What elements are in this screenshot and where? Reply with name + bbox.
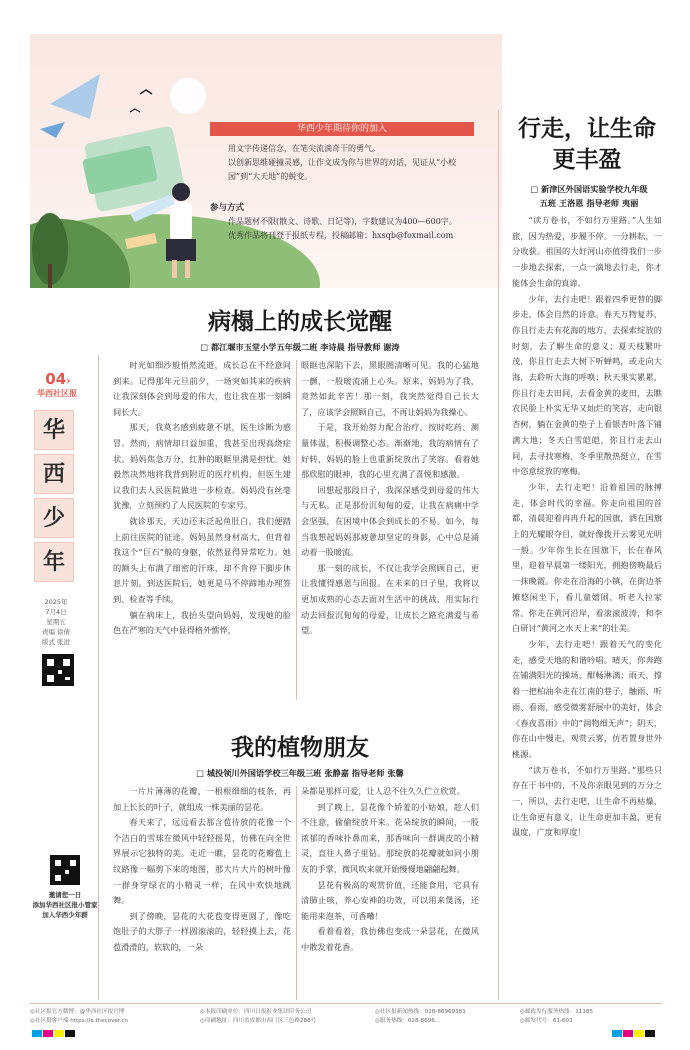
- page-number: [36, 370, 80, 388]
- paragraph: 那天，我莫名感到疲惫不堪，医生诊断为感冒。然而，病情却日益加重，我甚至出现高烧症状。妈妈焦急万分，红肿的眼眶里满是担忧。她毅然决然地将我背到附近的医疗机构，但医生建议我们去人民医院做进一步检查。妈妈没有丝毫犹豫，立刻预约了人民医院的专家号。: [113, 422, 291, 511]
- paragraph: 少年，去行走吧！跟着四季更替的脚步走，体会自然的诗意。春天万物复苏，你且行走去有花海的地方，去探索绽放的时刻，去了解生命的意义；夏天枝繁叶茂，你且行走去大树下听蝉鸣，或走向大海，去聆听大海的呼唤；秋天果实累累，你且行走去田间，去看金黄的麦田，去瞧农民脸上朴实无华又灿烂的笑容，走向银杏树，躺在金黄的垫子上看银杏叶落下铺满大地；冬天白雪皑皑，你且行走去山间，去寻找寒梅，冬季里散热挺立，在雪中恣意绽放的寒梅。: [512, 293, 662, 477]
- article2-col1: [113, 784, 291, 956]
- paragraph: 昙花有极高的观赏价值，还能食用，它具有清肺止咳，养心安神的功效，可以用来煲汤，还能用来泡茶，可香嘞！: [301, 879, 479, 921]
- method-heading: 参与方式: [210, 203, 245, 213]
- paragraph: 回想起那段日子，我深深感受到母爱的伟大与无私。正是那份沉甸甸的爱，让我在病痛中学会坚强，在困境中体会到成长的不易。如今，每当我想起妈妈那疲惫却坚定的身影，心中总是涌动着一股暖流。: [301, 484, 479, 558]
- article3-author-line: 五班 王洛恩 指导老师 夷丽: [539, 198, 639, 208]
- issue-info: [30, 597, 82, 647]
- article1-col1: [113, 358, 291, 639]
- article3-body: [512, 213, 662, 841]
- footer-line: ◎印刷地址：四川省成都市西门区三色路288号: [200, 1018, 317, 1024]
- banner-intro-line: 以创新思维碰撞灵感，让作文成为你与世界的对话，见证从“小校园”到“大天地”的蜕变。: [228, 158, 457, 181]
- paragraph: 到了傍晚，昙花的大花苞变得更圆了，像吃饱肚子的大胖子一样圆滚滚的，轻轻摸上去，花苞滑滑的，软软的，一朵: [113, 910, 291, 952]
- invite-title: 华西少年期待你的加入: [210, 122, 474, 136]
- color-mark: [623, 1030, 633, 1037]
- qr-caption-line: 加入华西少年群: [42, 911, 88, 919]
- article3-title: [504, 114, 670, 176]
- article3-author-line: □ 新津区外国语实验学校九年级: [530, 184, 648, 194]
- qr-caption-line: 添加华西社区报小管家: [32, 901, 98, 909]
- column-divider: [296, 786, 297, 1000]
- column-divider: [296, 360, 297, 700]
- paragraph: 少年，去行走吧！跟着天气的变化走，感受天地的和谐吟唱。晴天，你奔跑在铺满阳光的操场，酣畅淋漓；雨天，撑着一把柏油伞走在江南的巷子，触雨、听雨、看雨，感受微雾舒展中的美好，体会《春夜喜雨》中的“润物细无声”；阴天，你在山中慢走，观赏云雾，仿若置身世外桃源。: [512, 638, 662, 759]
- paragraph: 到了晚上，昙花像个娇羞的小姑娘，趁人们不注意，偷偷绽放开来。花朵绽放的瞬间，一股浓郁的香味扑鼻而来，那香味向一群调皮的小精灵，直往人鼻子里钻。那绽放的花瓣就如同小朋友的手掌，微风吹来就开始慢慢地翩翩起舞。: [301, 801, 479, 874]
- qr-caption-line: 邀请您一日: [48, 891, 82, 899]
- issue-date: 2025年: [44, 598, 68, 606]
- issue-weekday: 星期五: [46, 618, 66, 626]
- column-char: 年: [34, 542, 74, 582]
- article2-col2: [301, 784, 479, 956]
- article3-title-line: 行走，让生命: [518, 116, 656, 142]
- color-mark: [43, 1030, 53, 1037]
- page-number-value: 04: [45, 370, 67, 388]
- section-name: 华西社区报: [37, 389, 77, 398]
- method-line: 作品题材不限(散文、诗歌、日记等)，字数建议为400—600字。: [228, 217, 457, 226]
- method-text: [228, 215, 478, 243]
- color-mark: [54, 1030, 64, 1037]
- footer-col: [200, 1008, 365, 1026]
- qr-caption: [30, 890, 100, 920]
- paragraph: 少年，去行走吧！沿着祖国的脉搏走，体会时代的幸福。你走向祖国的首都，清晨迎着冉冉升起的国旗，洒在国旗上的光耀眼夺目，就好像拨开云雾见光明一般。少年你生长在国旗下，长在春风里，迎着早晨第一缕阳光，拥抱傍晚最后一抹晚霞。你走在沿海的小镇，在街边茶摊悠闲坐下，看儿童嬉闹，听老人拉家常。你走在黄河沿岸，看滚滚波涛，和李白研讨“黄河之水天上来”的壮美。: [512, 481, 662, 634]
- banner-intro-line: 用文字传递信念，在笔尖流淌奇干的勇气。: [228, 144, 380, 153]
- paragraph: 眼眶也深陷下去，黑眼圈清晰可见。我的心猛地一颤，一股暖流涌上心头。原来，妈妈为了我，竟然如此辛苦！那一刻，我突然觉得自己长大了，应该学会照顾自己，不再让妈妈为我操心。: [301, 360, 479, 417]
- color-mark: [645, 1030, 655, 1037]
- footer-line: ◎社区报新闻热线：028-86969381: [375, 1009, 466, 1015]
- paragraph: 时光如细沙般悄然流逝，成长总在不经意间到来。记得那年元旦前夕，一场突如其来的疾病让我深刻体会到母爱的伟大，也让我在那一刻瞬间长大。: [113, 360, 291, 417]
- article1-title: 病榻上的成长觉醒: [208, 309, 392, 335]
- banner-intro: [228, 142, 478, 184]
- issue-date2: 7月4日: [45, 608, 67, 616]
- footer-rule: [30, 1003, 662, 1004]
- method-line: 优秀作品将刊登于报纸专程，投稿邮箱：hxsqb@foxmail.com: [228, 231, 454, 240]
- issue-designer: 版式 张进: [41, 638, 71, 646]
- footer-line: ◎邮发代号：61-603: [520, 1018, 573, 1024]
- paragraph: 朵都是那样可爱，让人忍不住久久伫立欣赏。: [301, 786, 465, 796]
- article3-author: [510, 182, 668, 210]
- color-mark: [634, 1030, 644, 1037]
- article1-col2: [301, 358, 479, 639]
- footer-line: ◎服务热线：028-8696...: [375, 1018, 441, 1024]
- paragraph: 一片片薄薄的花瓣，一根根细细的枝条，再加上长长的叶子，就组成一株美丽的昙花。: [113, 786, 291, 812]
- paragraph: “读万卷书，不如行万里路。”那些只存在于书中的，不及你亲眼见到的万分之一，所以，去行走吧，让生命不再枯燥，让生命更有意义，让生命更加丰盈，更有温度，广度和厚度！: [512, 764, 662, 838]
- footer-line: ◎社区报客户端 https://e.thecover.cn: [30, 1018, 129, 1024]
- color-mark: [65, 1030, 75, 1037]
- article1-author: □ 都江堰市玉堂小学五年级二班 李诗晨 指导教师 谢涛: [200, 342, 400, 352]
- qr-code-icon: [42, 654, 74, 686]
- column-char: 西: [34, 454, 74, 494]
- paragraph: 看着看着，我仿佛也变成一朵昙花，在微风中散发着花香。: [301, 926, 479, 952]
- paragraph: “读万卷书，不如行万里路。”人生如旅，因为热爱，步履不停。一分耕耘，一分收获。祖国的大好河山亦值得我们一步一步地去探索，一点一滴地去行走，你才能体会生命的真谛。: [512, 215, 662, 288]
- footer-line: ◎本报印刷单位：四川日报报业集团印务公司: [200, 1009, 312, 1015]
- color-mark: [612, 1030, 622, 1037]
- paragraph: 那一刻的成长，不仅让我学会照顾自己，更让我懂得感恩与回报。在未来的日子里，我将以更加成熟的心态去面对生活中的挑战，用实际行动去回报沉甸甸的母爱，让成长之路充满爱与希望。: [301, 562, 479, 636]
- paragraph: 就诊那天，天边还未泛起鱼肚白，我们便踏上前往医院的征途。妈妈虽然身材高大，但背着我这个“巨石”般的身躯，依然显得异常吃力。她的额头上布满了细密的汗珠，却不肯停下脚步休息片刻。到达医院后，她更是马不停蹄地办理签到、检查等手续。: [113, 515, 291, 604]
- article2-title: 我的植物朋友: [231, 735, 369, 761]
- sidebar-divider: [98, 355, 99, 1000]
- article2-author: □ 城投领川外国语学校三年级三班 张静嘉 指导老师 张馨: [196, 768, 404, 778]
- article3-title-line: 更丰盈: [552, 147, 622, 173]
- color-mark: [32, 1030, 42, 1037]
- footer-col: [520, 1008, 660, 1026]
- column-char: 华: [34, 410, 74, 450]
- right-column-divider: [498, 110, 499, 1000]
- issue-editor: 责编 徐倩: [41, 628, 71, 636]
- paragraph: 于是，我开始努力配合治疗，按时吃药、测量体温，积极调整心态。渐渐地，我的病情有了好转，妈妈的脸上也重新绽放出了笑容。看着她那欣慰的眼神，我的心里充满了喜悦和感激。: [301, 422, 479, 480]
- chevron-right-icon: ›: [66, 374, 71, 387]
- qr-code-icon: [50, 855, 80, 885]
- footer-line: ◎社区报官方微博：@华西社区报官博: [30, 1009, 125, 1015]
- footer-col: [375, 1008, 515, 1026]
- footer-col: [30, 1008, 195, 1026]
- paragraph: 春天来了，远远看去那含苞待放的花像一个个洁白的雪球在微风中轻轻摇晃，仿佛在向全世界展示它独特的美。走近一瞧，昙花的花瓣苞上纹路像一幅剪下来的地图，那大片大片的树叶像一群身穿绿衣的小精灵一样，在风中欢快地跳舞。: [113, 817, 291, 906]
- column-title: [34, 410, 76, 586]
- paragraph: 躺在病床上，我抬头望向妈妈，发现她的脸色在严寒的天气中显得格外憔悴，: [113, 609, 291, 636]
- column-char: 少: [34, 498, 74, 538]
- footer-line: ◎邮政发行服务热线：11185: [520, 1009, 594, 1015]
